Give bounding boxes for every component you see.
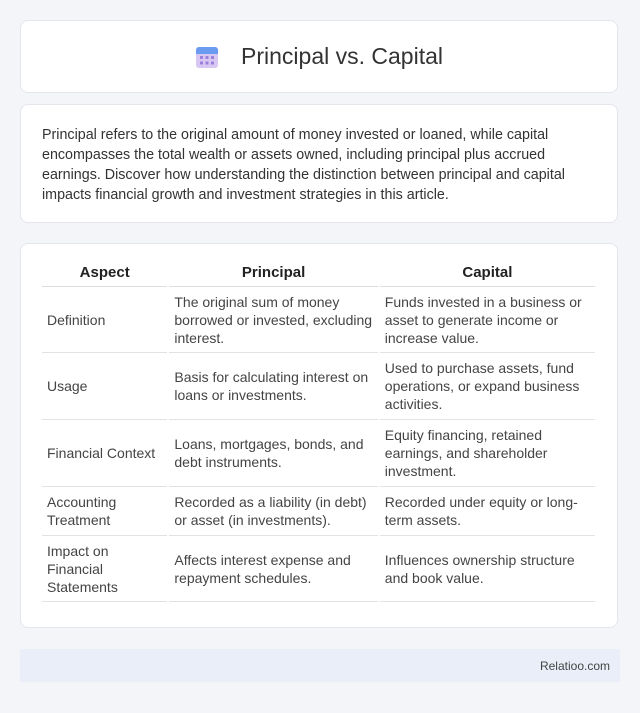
capital-cell: Used to purchase assets, fund operations, or expand business activities. — [380, 353, 595, 420]
footer-bar — [20, 649, 620, 682]
title-card — [20, 20, 618, 93]
comparison-table — [40, 264, 597, 602]
principal-cell: Loans, mortgages, bonds, and debt instruments. — [169, 420, 377, 487]
intro-card — [20, 104, 618, 223]
comparison-table-card — [20, 243, 618, 628]
aspect-cell: Definition — [42, 287, 167, 353]
principal-cell: Basis for calculating interest on loans or investments. — [169, 353, 377, 420]
aspect-cell: Financial Context — [42, 420, 167, 487]
header-principal: Principal — [169, 264, 377, 287]
capital-cell: Recorded under equity or long-term assets. — [380, 487, 595, 536]
intro-text: Principal refers to the original amount of money invested or loaned, while capital encompasses the total wealth or assets owned, including principal plus accrued earnings. Discover how understanding the distinction between principal and capital impacts financial growth and investment strategies in this article. — [42, 127, 565, 203]
table-header-row — [42, 264, 595, 287]
aspect-cell: Impact on Financial Statements — [42, 536, 167, 602]
header-capital: Capital — [380, 264, 595, 287]
capital-cell: Funds invested in a business or asset to generate income or increase value. — [380, 287, 595, 353]
table-row — [42, 287, 595, 353]
capital-cell: Equity financing, retained earnings, and shareholder investment. — [380, 420, 595, 487]
table-row — [42, 487, 595, 536]
aspect-cell: Usage — [42, 353, 167, 420]
principal-cell: The original sum of money borrowed or invested, excluding interest. — [169, 287, 377, 353]
header-aspect: Aspect — [42, 264, 167, 287]
table-row — [42, 353, 595, 420]
page-title: Principal vs. Capital — [241, 43, 443, 69]
principal-cell: Affects interest expense and repayment schedules. — [169, 536, 377, 602]
capital-cell: Influences ownership structure and book value. — [380, 536, 595, 602]
principal-cell: Recorded as a liability (in debt) or asset (in investments). — [169, 487, 377, 536]
table-row — [42, 420, 595, 487]
table-row — [42, 536, 595, 602]
aspect-cell: Accounting Treatment — [42, 487, 167, 536]
calendar-icon — [195, 45, 219, 69]
footer-brand: Relatioo.com — [539, 658, 610, 673]
